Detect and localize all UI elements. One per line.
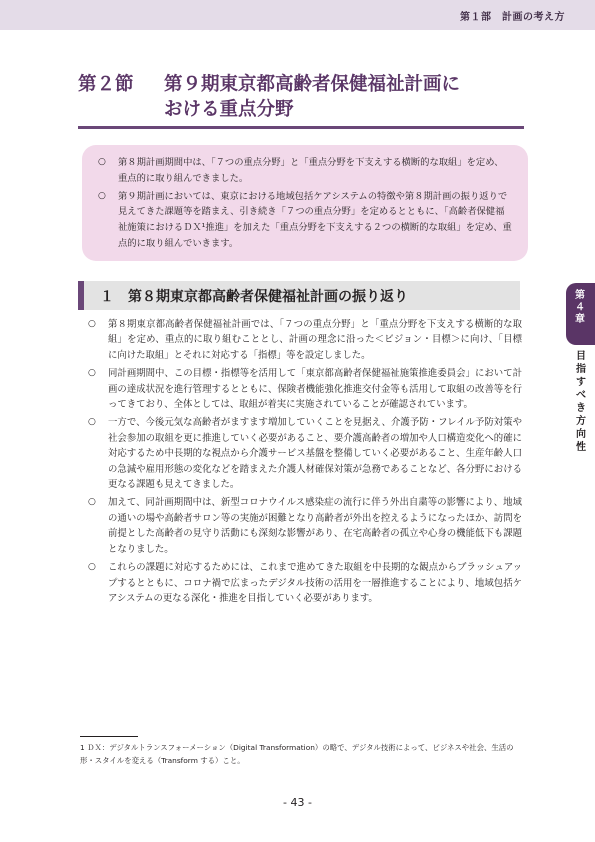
footnote: 1 ＤＸ：デジタルトランスフォーメーション（Digital Transformation）の略で、デジタル技術によって、ビジネスや社会、生活の形・スタイルを変える（Transform する）こと。 bbox=[80, 743, 514, 765]
title-underline bbox=[78, 126, 524, 129]
bullet-circle: ○ bbox=[88, 319, 96, 329]
bullet-circle: ○ bbox=[98, 190, 106, 201]
section-title-line2: おける重点分野 bbox=[164, 99, 294, 120]
paragraph-text: 第８期東京都高齢者保健福祉計画では、「７つの重点分野」と「重点分野を下支えする横断的な取組」を定め、重点的に取り組むこととし、計画の理念に沿った＜ビジョン・目標＞に向け、「目標に向けた取組」とそれに対応する「指標」等を設定しました。 bbox=[108, 319, 522, 361]
section-number: 第２節 bbox=[78, 74, 134, 95]
summary-text: 第９期計画においては、東京における地域包括ケアシステムの特徴や第８期計画の振り返りで見えてきた課題等を踏まえ、引き続き「７つの重点分野」を定めるとともに、「高齢者保健福祉施策におけるＤＸ¹推進」を加えた「重点分野を下支えする２つの横断的な取組」を定め、重点的に取り組んでいきます。 bbox=[118, 190, 512, 249]
subheading-title: １ 第８期東京都高齢者保健福祉計画の振り返り bbox=[100, 289, 408, 305]
paragraph-text: これらの課題に対応するためには、これまで進めてきた取組を中長期的な観点からブラッシュアップするとともに、コロナ禍で広まったデジタル技術の活用を一層推進することにより、地域包括ケアシステムの更なる深化・推進を目指していく必要があります。 bbox=[108, 562, 522, 604]
list-item bbox=[86, 415, 522, 492]
paragraph-text: 加えて、同計画期間中は、新型コロナウイルス感染症の流行に伴う外出自粛等の影響により、地域の通いの場や高齢者サロン等の実施が困難となり高齢者が外出を控えるようになったほか、訪問を前提とした高齢者の見守り活動にも深刻な影響があり、在宅高齢者の孤立や心身の機能低下も課題となりました。 bbox=[108, 497, 522, 555]
bullet-circle: ○ bbox=[88, 562, 96, 573]
list-item bbox=[86, 366, 522, 412]
summary-item bbox=[96, 155, 512, 187]
page-number: - 43 - bbox=[283, 796, 312, 809]
bullet-circle: ○ bbox=[88, 497, 96, 508]
list-item bbox=[86, 317, 522, 363]
list-item bbox=[86, 495, 522, 557]
review-paragraphs bbox=[86, 317, 522, 609]
paragraph-text: 一方で、今後元気な高齢者がますます増加していくことを見据え、介護予防・フレイル予防対策や社会参加の取組を更に推進していく必要があること、要介護高齢者の増加や人口構造変化へ的確に対応するため中長期的な視点から介護サービス基盤を整備していく必要があること、生産年齢人口の急減や雇用形態の変化などを踏まえた介護人材確保対策が急務であることなど、各分野における更なる課題も見えてきました。 bbox=[108, 417, 522, 491]
summary-item bbox=[96, 189, 512, 252]
chapter-title-vertical: 目指すべき方向性 bbox=[576, 351, 586, 453]
subheading-accent bbox=[78, 281, 84, 310]
section-title-line1: 第９期東京都高齢者保健福祉計画に bbox=[164, 74, 461, 95]
bullet-circle: ○ bbox=[88, 368, 96, 379]
chapter-tab-label: 第４章 bbox=[575, 290, 585, 325]
bullet-circle: ○ bbox=[88, 417, 96, 428]
part-label: 第１部 計画の考え方 bbox=[460, 12, 565, 23]
summary-text: 第８期計画期間中は、「７つの重点分野」と「重点分野を下支えする横断的な取組」を定め、重点的に取り組んできました。 bbox=[118, 157, 504, 184]
summary-box bbox=[82, 145, 528, 261]
footnote-divider bbox=[80, 736, 138, 737]
bullet-circle: ○ bbox=[98, 157, 106, 167]
list-item bbox=[86, 560, 522, 606]
paragraph-text: 同計画期間中、この目標・指標等を活用して「東京都高齢者保健福祉施策推進委員会」において計画の達成状況を進行管理するとともに、保険者機能強化推進交付金等も活用して取組の改善等を行ってきており、全体としては、取組が着実に実施されていることが確認されています。 bbox=[108, 368, 522, 411]
section-title bbox=[78, 72, 538, 122]
